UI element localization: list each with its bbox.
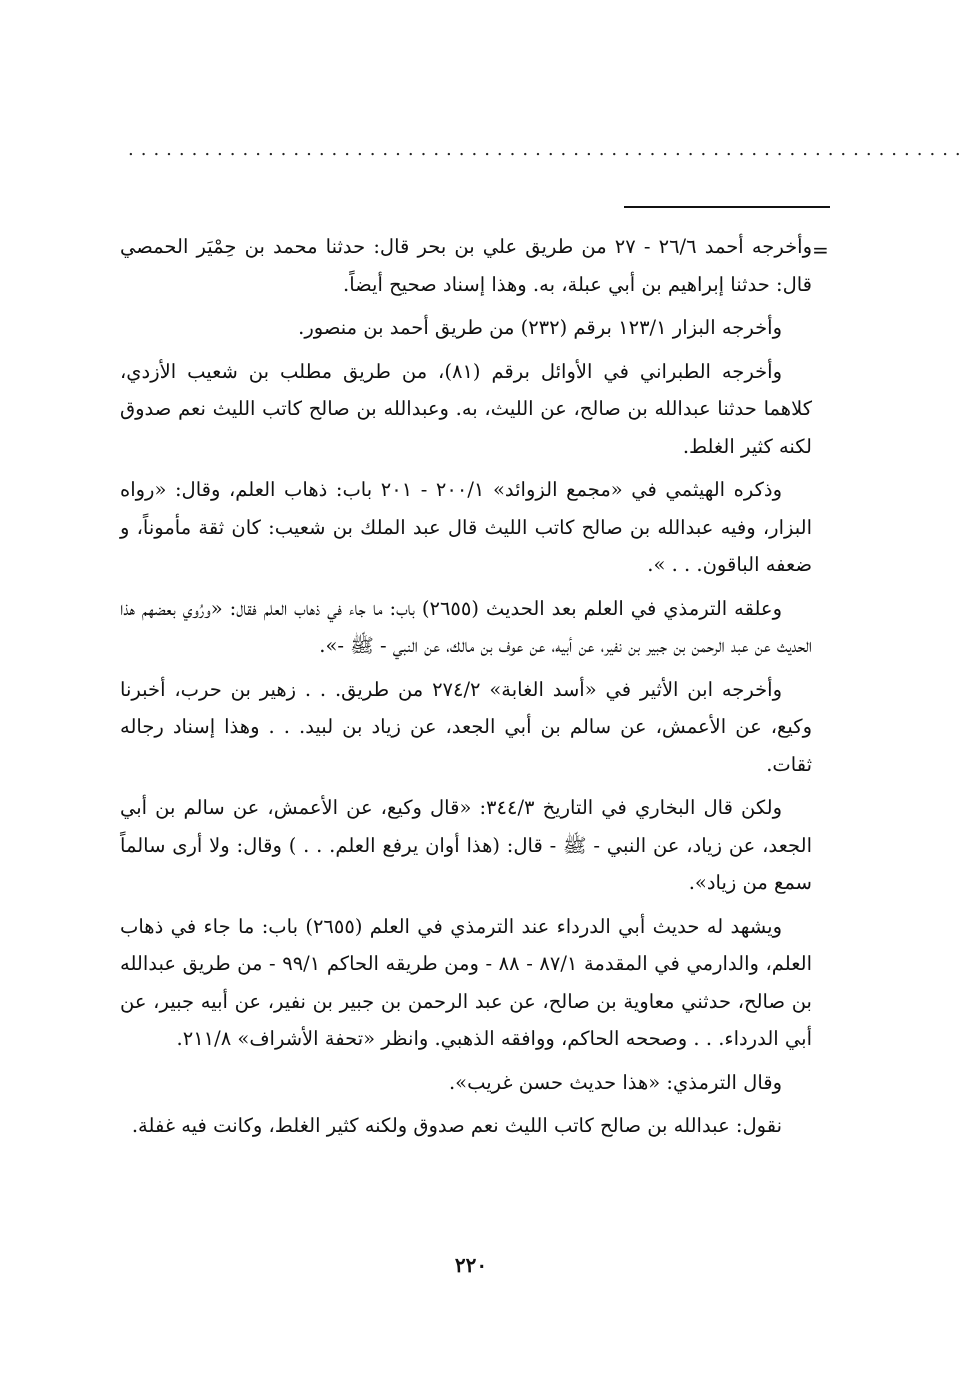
footnote-separator-rule xyxy=(624,206,830,208)
paragraph: نقول: عبدالله بن صالح كاتب الليث نعم صدوق ولكنه كثير الغلط، وكانت فيه غفلة. xyxy=(131,1114,782,1137)
paragraph: وذكره الهيثمي في «مجمع الزوائد» ٢٠٠/١ - ٢٠١ باب: ذهاب العلم، وقال: «رواه البزار، وفيه عبدالله بن صالح كاتب الليث قال عبد الملك بن شعيب: كان ثقة مأموناً، و ضعفه الباقون. . . ». xyxy=(120,478,812,576)
paragraph: وقال الترمذي: «هذا حديث حسن غريب». xyxy=(448,1070,782,1094)
paragraph: وأخرجه ابن الأثير في «أسد الغابة» ٢٧٤/٢ من طريق. . . زهير بن حرب، أخبرنا وكيع، عن الأعمش، عن سالم بن أبي الجعد، عن زياد بن لبيد. . . وهذا إسناد رجاله ثقات. xyxy=(120,677,812,776)
paragraph: وأخرجه الطبراني في الأوائل برقم (٨١)، من طريق مطلب بن شعيب الأزدي، كلاهما حدثنا عبدالله بن صالح، عن الليث، به. وعبدالله بن صالح كاتب الليث نعم صدوق لكنه كثير الغلط. xyxy=(120,359,812,458)
page-number: ٢٢٠ xyxy=(454,1253,488,1277)
paragraph: وعلقه الترمذي في العلم بعد الحديث (٢٦٥٥) باب: ما جاء في ذهاب العلم فقال: «ورُوي بعضهم هذا الحديث عن عبد الرحمن بن جبير بن نفير، عن أبيه، عن عوف بن مالك، عن النبي - ﷺ -». xyxy=(120,596,812,657)
footnote-text-block xyxy=(120,228,812,1151)
paragraph: وأخرجه البزار ١٢٣/١ برقم (٢٣٢) من طريق أحمد بن منصور. xyxy=(298,316,782,339)
paragraph: ولكن قال البخاري في التاريخ ٣٤٤/٣: «قال وكيع، عن الأعمش، عن سالم بن أبي الجعد، عن زياد، عن النبي - ﷺ - قال: (هذا أوان يرفع العلم. . . ) وقال: ولا أرى سالماً سمع من زياد». xyxy=(120,796,812,894)
top-dotted-line: .................................................................. xyxy=(128,139,968,160)
continuation-mark: = xyxy=(812,238,829,262)
paragraph: ويشهد له حديث أبي الدرداء عند الترمذي في العلم (٢٦٥٥) باب: ما جاء في ذهاب العلم، والدارمي في المقدمة ٨٧/١ - ٨٨ - ومن طريقه الحاكم ٩٩/١ - من طريق عبدالله بن صالح، حدثني معاوية بن صالح، عن عبد الرحمن بن جبير بن نفير، عن أبيه جبير، عن أبي الدرداء. . . وصححه الحاكم، ووافقه الذهبي. وانظر «تحفة الأشراف» ٢١١/٨. xyxy=(120,914,812,1050)
paragraph: وأخرجه أحمد ٢٦/٦ - ٢٧ من طريق علي بن بحر قال: حدثنا محمد بن حِمْيَر الحمصي قال: حدثنا إبراهيم بن أبي عبلة، به. وهذا إسناد صحيح أيضاً. xyxy=(120,235,812,296)
